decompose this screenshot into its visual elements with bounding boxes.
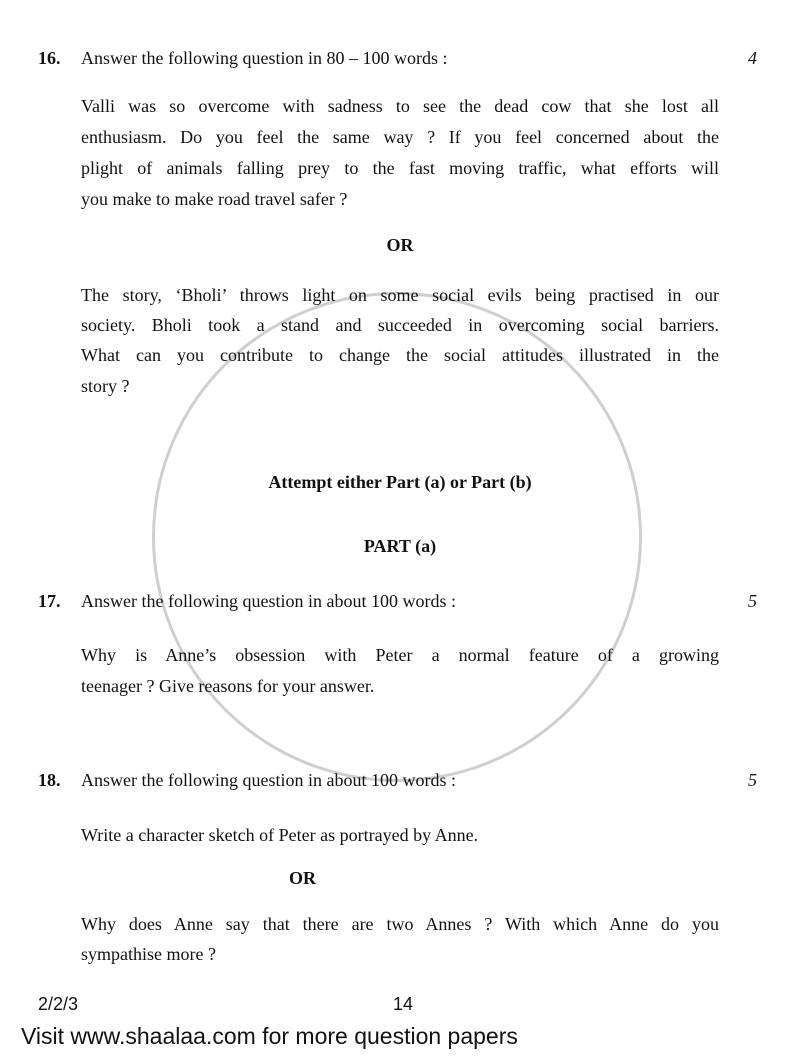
question-number: 16. [38,48,61,68]
marks: 4 [748,48,757,68]
text-line: Write a character sketch of Peter as portrayed by Anne. [81,825,479,845]
text-line: What can you contribute to change the social attitudes illustrated in the [81,345,719,365]
question-instruction: Answer the following question in 80 – 100 words : [81,48,448,68]
question-instruction: Answer the following question in about 100 words : [81,770,456,790]
text-line: society. Bholi took a stand and succeeded in overcoming social barriers. [81,315,719,335]
text-line: sympathise more ? [81,944,216,964]
text-line: teenager ? Give reasons for your answer. [81,676,375,696]
marks: 5 [748,591,757,611]
text-line: Valli was so overcome with sadness to see the dead cow that she lost all [81,96,719,116]
or-separator: OR [386,235,414,255]
marks: 5 [748,770,757,790]
question-number: 17. [38,591,61,611]
or-separator: OR [289,868,316,888]
paper-code: 2/2/3 [38,994,79,1014]
text-line: Why does Anne say that there are two Annes ? With which Anne do you [81,914,719,934]
text-line: The story, ‘Bholi’ throws light on some social evils being practised in our [81,285,719,305]
question-number: 18. [38,770,61,790]
text-line: Why is Anne’s obsession with Peter a normal feature of a growing [81,645,719,665]
text-line: plight of animals falling prey to the fast moving traffic, what efforts will [81,158,719,178]
section-instruction: Attempt either Part (a) or Part (b) [268,472,532,492]
text-line: story ? [81,376,130,396]
text-line: enthusiasm. Do you feel the same way ? If you feel concerned about the [81,127,719,147]
page-number: 14 [393,994,414,1014]
part-heading: PART (a) [363,536,437,556]
text-line: you make to make road travel safer ? [81,189,348,209]
question-instruction: Answer the following question in about 100 words : [81,591,456,611]
shaalaa-link[interactable]: Visit www.shaalaa.com for more question papers [21,1023,518,1049]
